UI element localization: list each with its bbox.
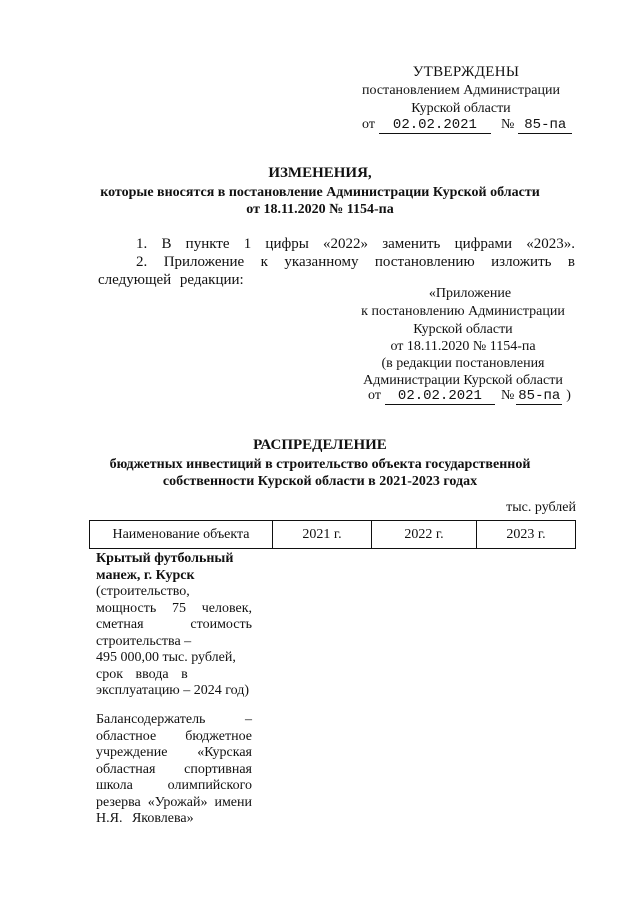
approval-line-2: Курской области: [411, 101, 511, 116]
holder-line-3: областная спортивная: [96, 761, 252, 777]
distribution-table: [89, 520, 576, 549]
item-1: 1. В пункте 1 цифры «2022» заменить цифрами «2023».: [136, 236, 575, 252]
approval-date: 02.02.2021: [379, 118, 491, 134]
approval-date-prefix: от: [362, 117, 375, 132]
item-2-line-1: 2. Приложение к указанному постановлению изложить в: [136, 254, 575, 270]
distribution-title: РАСПРЕДЕЛЕНИЕ: [253, 437, 387, 453]
object-detail-1: мощность 75 человек,: [96, 600, 252, 616]
appendix-line-2: к постановлению Администрации: [361, 304, 565, 319]
holder-description: [96, 712, 252, 828]
header-2021: 2021 г.: [273, 521, 372, 549]
appendix-line-6: Администрации Курской области: [363, 373, 563, 388]
appendix-number-prefix: №: [500, 388, 515, 403]
object-description: [96, 551, 252, 700]
approval-date-row: [362, 117, 572, 134]
appendix-number: 85-па: [518, 388, 561, 404]
holder-line-1: областное бюджетное: [96, 728, 252, 744]
holder-line-0: Балансодержатель –: [96, 712, 252, 727]
holder-line-2: учреждение «Курская: [96, 745, 252, 760]
approval-title: УТВЕРЖДЕНЫ: [412, 64, 520, 80]
changes-subtitle-2: от 18.11.2020 № 1154-па: [246, 202, 394, 217]
holder-line-4: школа олимпийского: [96, 778, 252, 793]
appendix-close: ): [566, 388, 571, 403]
appendix-line-4: от 18.11.2020 № 1154-па: [390, 339, 536, 354]
object-name-line-1: Крытый футбольный: [96, 551, 234, 566]
table-header-row: [90, 521, 576, 549]
object-detail-6: эксплуатацию – 2024 год): [96, 683, 250, 698]
approval-line-1: постановлением Администрации: [362, 83, 560, 98]
object-detail-2: сметная стоимость: [96, 617, 252, 632]
item-2-line-2: следующей редакции:: [98, 272, 244, 288]
header-object-name: Наименование объекта: [90, 521, 273, 549]
distribution-subtitle-1: бюджетных инвестиций в строительство объекта государственной: [109, 457, 531, 472]
header-2022: 2022 г.: [372, 521, 477, 549]
appendix-line-3: Курской области: [413, 322, 513, 337]
approval-number-prefix: №: [500, 117, 515, 132]
holder-line-6: Н.Я. Яковлева»: [96, 811, 194, 826]
holder-line-5: резерва «Урожай» имени: [96, 794, 252, 810]
appendix-date-prefix: от: [368, 388, 381, 403]
changes-subtitle-1: которые вносятся в постановление Администрации Курской области: [100, 185, 540, 200]
appendix-date-row: [368, 388, 571, 405]
table-unit: тыс. рублей: [506, 500, 576, 515]
appendix-line-1: «Приложение: [428, 286, 512, 301]
header-2023: 2023 г.: [477, 521, 576, 549]
object-detail-3: строительства –: [96, 633, 192, 649]
approval-number: 85-па: [518, 118, 572, 134]
appendix-date: 02.02.2021: [385, 389, 495, 405]
distribution-subtitle-2: собственности Курской области в 2021-2023 годах: [162, 474, 478, 489]
object-name-line-2: манеж, г. Курск: [96, 567, 195, 583]
object-detail-0: (строительство,: [96, 584, 190, 599]
object-detail-5: срок ввода в: [96, 666, 188, 682]
object-detail-4: 495 000,00 тыс. рублей,: [96, 650, 236, 665]
changes-title: ИЗМЕНЕНИЯ,: [268, 165, 372, 181]
appendix-line-5: (в редакции постановления: [381, 356, 545, 371]
